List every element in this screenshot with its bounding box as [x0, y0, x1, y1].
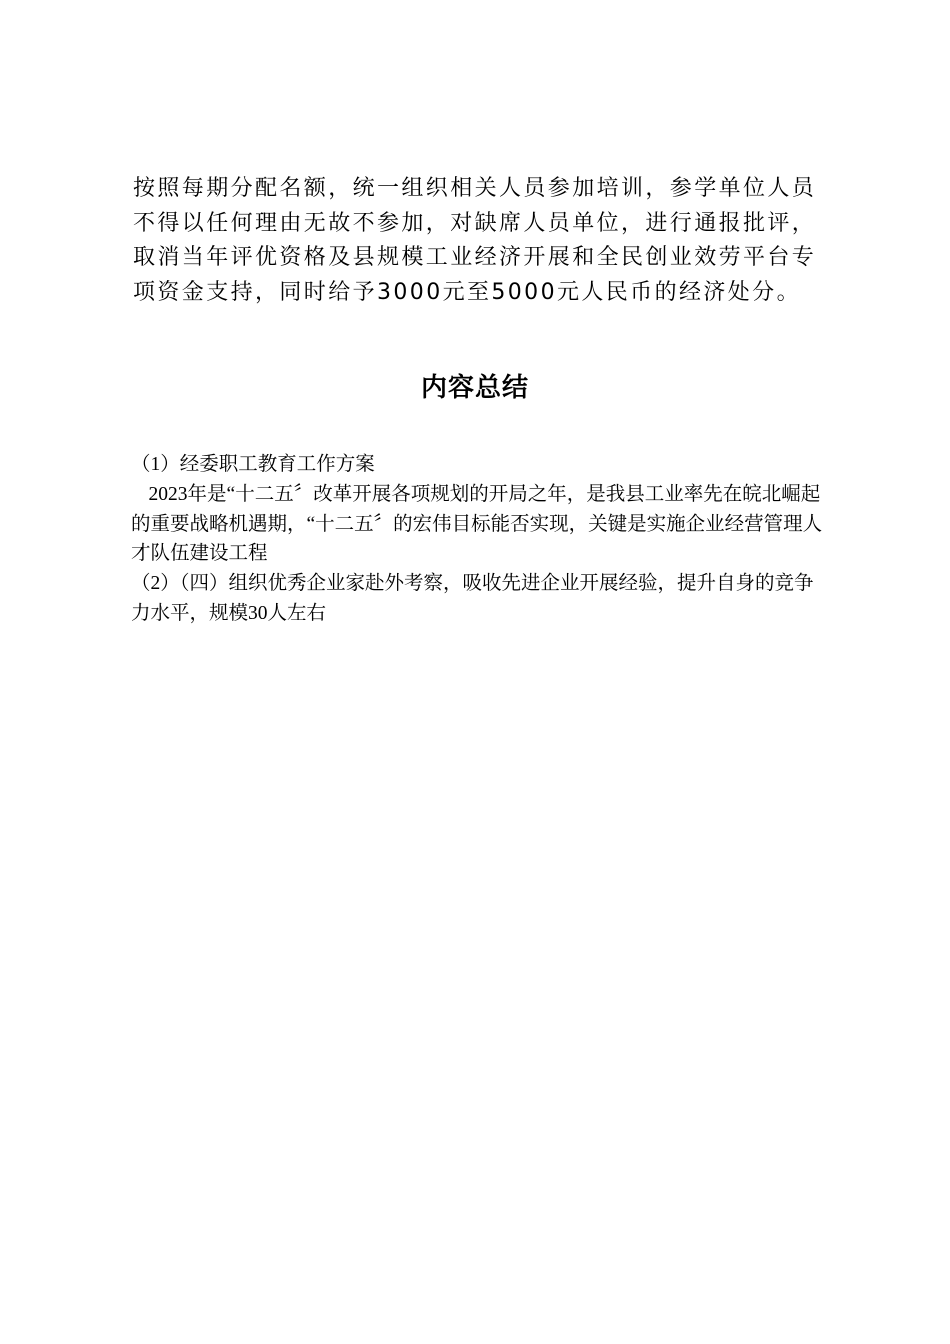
summary-heading: 内容总结 [420, 373, 529, 403]
summary-section [131, 450, 831, 629]
summary-item-3: （2）（四）组织优秀企业家赴外考察，吸收先进企业开展经验，提升自身的竞争力水平，规模30人左右 [131, 573, 814, 624]
summary-item-2: 2023年是“十二五〞改革开展各项规划的开局之年，是我县工业率先在皖北崛起的重要战略机遇期，“十二五〞的宏伟目标能否实现，关键是实施企业经营管理人才队伍建设工程 [131, 483, 823, 565]
summary-item-1: （1）经委职工教育工作方案 [131, 454, 375, 475]
body-paragraph: 按照每期分配名额，统一组织相关人员参加培训，参学单位人员不得以任何理由无故不参加，对缺席人员单位，进行通报批评，取消当年评优资格及县规模工业经济开展和全民创业效劳平台专项资金支持，同时给予3000元至5000元人民币的经济处分。 [133, 176, 817, 305]
